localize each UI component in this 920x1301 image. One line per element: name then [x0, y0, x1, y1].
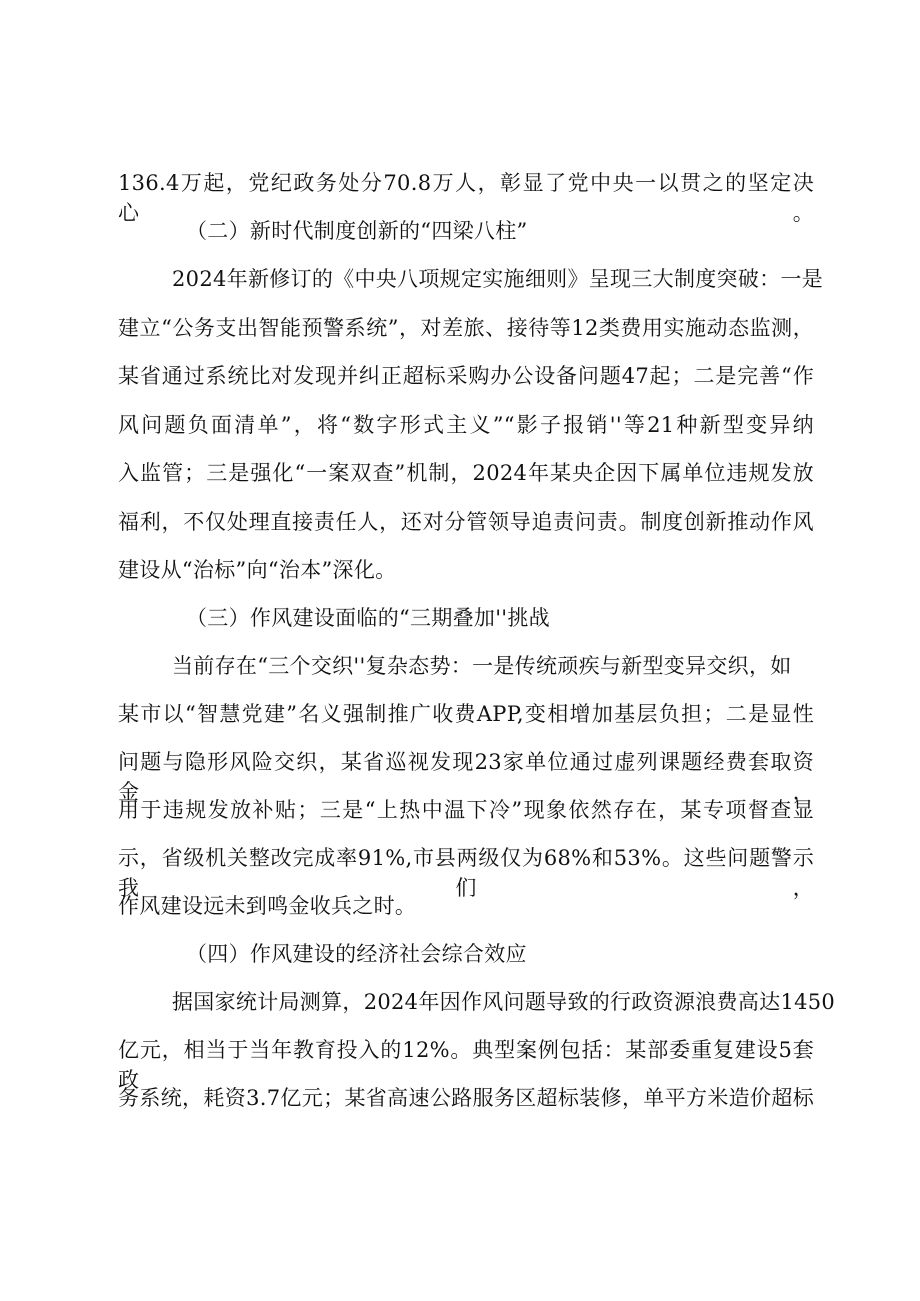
text-line: 某市以“智慧党建”名义强制推广收费APP,变相增加基层负担；二是显性 — [118, 702, 814, 726]
section-heading: （四）作风建设的经济社会综合效应 — [186, 942, 527, 966]
section-heading: （三）作风建设面临的“三期叠加''挑战 — [186, 606, 550, 630]
text-line: 福利，不仅处理直接责任人，还对分管领导追责问责。制度创新推动作风 — [118, 510, 814, 534]
text-line: 亿元，相当于当年教育投入的12%。典型案例包括：某部委重复建设5套政 — [118, 1038, 814, 1092]
text-line: 务系统，耗资3.7亿元；某省高速公路服务区超标装修，单平方米造价超标 — [118, 1086, 814, 1110]
text-line: 某省通过系统比对发现并纠正超标采购办公设备问题47起；二是完善“作 — [118, 364, 814, 388]
text-line: 2024年新修订的《中央八项规定实施细则》呈现三大制度突破：一是 — [172, 267, 824, 291]
text-line: 作风建设远未到鸣金收兵之时。 — [118, 894, 417, 918]
text-line: 136.4万起，党纪政务处分70.8万人，彰显了党中央一以贯之的坚定决心。 — [118, 171, 814, 225]
text-line: 据国家统计局测算，2024年因作风问题导致的行政资源浪费高达1450 — [172, 990, 836, 1014]
text-line: 问题与隐形风险交织，某省巡视发现23家单位通过虚列课题经费套取资金， — [118, 750, 814, 804]
text-line: 当前存在“三个交织''复杂态势：一是传统顽疾与新型变异交织，如 — [172, 654, 792, 678]
text-line: 用于违规发放补贴；三是“上热中温下冷”现象依然存在，某专项督查显 — [118, 798, 814, 822]
text-line: 建设从“治标”向“治本”深化。 — [118, 558, 397, 582]
text-line: 入监管；三是强化“一案双查”机制，2024年某央企因下属单位违规发放 — [118, 461, 814, 485]
section-heading: （二）新时代制度创新的“四梁八柱” — [186, 219, 528, 243]
text-line: 风问题负面清单”，将“数字形式主义”“影子报销''等21种新型变异纳 — [118, 413, 814, 437]
text-line: 示，省级机关整改完成率91%,市县两级仅为68%和53%。这些问题警示我们， — [118, 846, 814, 900]
text-line: 建立“公务支出智能预警系统”，对差旅、接待等12类费用实施动态监测， — [118, 316, 814, 340]
